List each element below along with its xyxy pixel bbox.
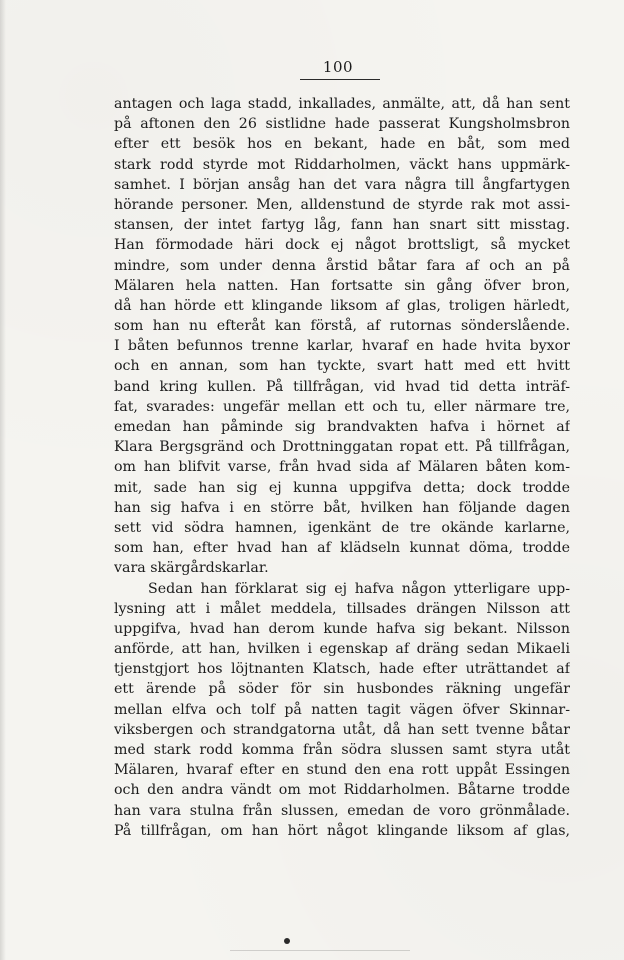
page-binding-shadow: [0, 0, 6, 960]
body-text: [114, 94, 570, 841]
text-line: viksbergen och strandgatorna utåt, då han sett tvenne båtar: [114, 721, 570, 738]
text-line: och den andra vändt om mot Riddarholmen. Båtarne trodde: [114, 782, 570, 799]
text-line: han sig hafva i en större båt, hvilken han följande dagen: [114, 499, 570, 516]
text-line: med stark rodd komma från södra slussen samt styra utåt: [114, 742, 570, 758]
text-line: ett ärende på söder för sin husbondes räkning ungefär: [114, 681, 570, 698]
text-line: stark rodd styrde mot Riddarholmen, väckt hans uppmärk-: [114, 156, 570, 173]
text-line: mellan elfva och tolf på natten tagit vägen öfver Skinnar-: [114, 701, 570, 718]
text-line: sett vid södra hamnen, igenkänt de tre okände karlarne,: [114, 519, 570, 536]
footer-ink-mark: [284, 938, 290, 944]
text-line: I båten befunnos trenne karlar, hvaraf en hade hvita byxor: [114, 338, 570, 355]
text-line: anförde, att han, hvilken i egenskap af dräng sedan Mikaeli: [114, 641, 570, 658]
text-line: då han hörde ett klingande liksom af glas, troligen härledt,: [114, 297, 570, 314]
footer-rule: [230, 950, 410, 951]
text-line: antagen och laga stadd, inkallades, anmälte, att, då han sent: [114, 96, 570, 112]
text-line: mindre, som under denna årstid båtar fara af och an på: [114, 257, 570, 274]
text-line: stansen, der intet fartyg låg, fann han snart sitt misstag.: [114, 217, 570, 234]
text-line: Mälaren hela natten. Han fortsatte sin gång öfver bron,: [114, 277, 570, 294]
text-line: Mälaren, hvaraf efter en stund den ena rott uppåt Essingen: [114, 762, 570, 779]
text-line: Han förmodade häri dock ej något brottsligt, så mycket: [114, 237, 570, 254]
text-line: han vara stulna från slussen, emedan de voro grönmålade.: [114, 802, 570, 819]
text-line: mit, sade han sig ej kunna uppgifva detta; dock trodde: [114, 479, 570, 496]
text-line: vara skärgårdskarlar.: [114, 560, 269, 577]
text-line: på aftonen den 26 sistlidne hade passerat Kungsholmsbron: [114, 116, 570, 133]
text-line: samhet. I början ansåg han det vara några till ångfartygen: [114, 176, 570, 193]
text-line: Klara Bergsgränd och Drottninggatan ropat ett. På tillfrågan,: [114, 439, 570, 456]
header-rule: [300, 79, 380, 80]
text-line: efter ett besök hos en bekant, hade en båt, som med: [114, 136, 570, 153]
text-line: som han, efter hvad han af klädseln kunnat döma, trodde: [114, 540, 570, 557]
text-line: fat, svarades: ungefär mellan ett och tu, eller närmare tre,: [114, 398, 570, 415]
text-line: som han nu efteråt kan förstå, af rutornas sönderslående.: [114, 318, 570, 335]
page-number: 100: [322, 58, 354, 76]
text-line: Sedan han förklarat sig ej hafva någon ytterligare upp-: [148, 580, 570, 597]
text-line: hörande personer. Men, alldenstund de styrde rak mot assi-: [114, 196, 570, 213]
text-line: uppgifva, hvad han derom kunde hafva sig bekant. Nilsson: [114, 620, 570, 637]
text-line: lysning att i målet meddela, tillsades drängen Nilsson att: [114, 600, 570, 617]
text-line: om han blifvit varse, från hvad sida af Mälaren båten kom-: [114, 459, 570, 476]
text-line: På tillfrågan, om han hört något klingande liksom af glas,: [114, 822, 570, 839]
text-line: emedan han påminde sig brandvakten hafva i hörnet af: [114, 419, 570, 435]
text-line: och en annan, som han tyckte, svart hatt med ett hvitt: [114, 358, 570, 375]
text-line: band kring kullen. På tillfrågan, vid hvad tid detta inträf-: [114, 378, 570, 395]
text-line: tjenstgjort hos löjtnanten Klatsch, hade efter uträttandet af: [114, 661, 570, 678]
